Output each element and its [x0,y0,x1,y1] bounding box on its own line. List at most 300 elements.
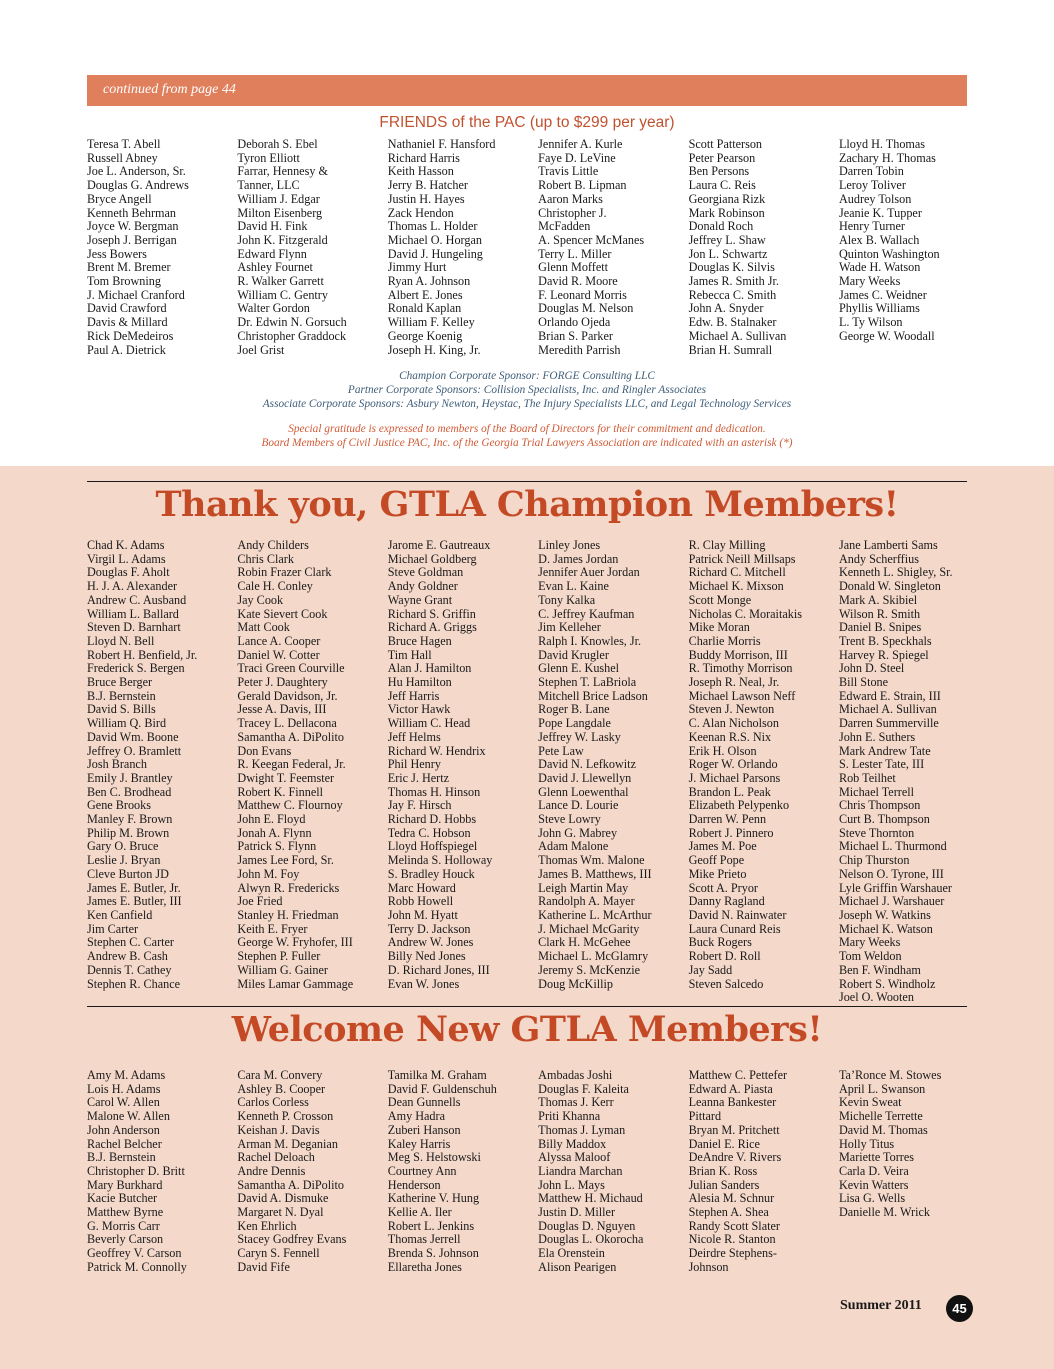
member-name: Mark Robinson [688,205,765,220]
name-column [689,1069,839,1275]
member-name: Andy Scherffius [838,551,919,566]
member-name: DeAndre V. Rivers [688,1150,782,1165]
member-name: Randy Scott Slater [688,1218,780,1233]
member-name: Stephen T. LaBriola [538,675,637,690]
member-name: Virgil L. Adams [87,551,166,566]
member-name: Douglas F. Kaleita [538,1081,629,1096]
member-name: William Q. Bird [87,716,167,731]
member-name: Alison Pearigen [538,1259,617,1274]
member-name: Jimmy Hurt [387,260,447,275]
member-name: R. Clay Milling [688,538,766,552]
name-column [839,1069,989,1275]
member-name: Chip Thurston [838,853,910,868]
champion-sponsor: Champion Corporate Sponsor: FORGE Consulting LLC [399,370,655,382]
member-name: S. Bradley Houck [387,866,475,881]
member-name: C. Alan Nicholson [688,716,779,731]
member-name: Harvey R. Spiegel [838,647,929,662]
member-name: John G. Mabrey [538,825,618,840]
member-name: Kevin Watters [838,1177,909,1192]
member-name: Douglas D. Nguyen [538,1218,636,1233]
member-name: Douglas L. Okorocha [538,1232,644,1247]
member-name: William F. Kelley [387,315,475,330]
member-name: James B. Matthews, III [538,866,652,881]
member-name: Stephen P. Fuller [237,949,321,964]
sponsors-block [87,369,967,411]
member-name: Michael A. Sullivan [838,702,937,717]
member-name: William J. Edgar [237,191,320,206]
member-name: Tedra C. Hobson [387,825,471,840]
member-name: Cale H. Conley [237,579,313,594]
member-name: Lance A. Cooper [237,633,321,648]
member-name: Leigh Martin May [538,880,629,895]
member-name: Deborah S. Ebel [237,137,318,151]
member-name: Walter Gordon [237,301,310,316]
member-name: Geoff Pope [688,853,745,868]
member-name: Darren Summerville [838,716,939,731]
member-name: Josh Branch [87,757,147,772]
member-name: Steven D. Barnhart [87,620,181,635]
member-name: Jim Kelleher [538,620,601,635]
member-name: Christopher Graddock [237,328,347,343]
member-name: Daniel W. Cotter [237,647,320,662]
member-name: Thomas L. Holder [387,219,478,234]
member-name: Leanna Bankester [688,1095,777,1110]
member-name: Priti Khanna [538,1109,601,1124]
member-name: Darren Tobin [838,164,904,179]
member-name: Alan J. Hamilton [387,661,472,676]
member-name: Tracey L. Dellacona [237,716,337,731]
member-name: Roger W. Orlando [688,757,778,772]
member-name: L. Ty Wilson [838,315,903,330]
member-name: Rob Teilhet [838,770,896,785]
member-name: Laura Cunard Reis [688,921,781,936]
page-number: 45 [946,1295,973,1322]
member-name: John E. Floyd [237,812,306,827]
member-name: Johnson [688,1259,729,1274]
member-name: Ralph I. Knowles, Jr. [538,633,642,648]
member-name: Matthew C. Flournoy [237,798,343,813]
welcome-title: Welcome New GTLA Members! [231,1009,823,1050]
member-name: Jeff Helms [387,729,441,744]
member-name: Scott A. Pryor [688,880,758,895]
member-name: Joe L. Anderson, Sr. [87,164,186,179]
member-name: Ashley Fournet [237,260,313,275]
member-name: Edward E. Strain, III [838,688,941,703]
continued-banner [87,75,967,106]
name-column [689,539,839,1005]
member-name: Nathaniel F. Hansford [387,137,496,151]
member-name: John A. Snyder [688,301,764,316]
member-name: Andrew W. Jones [387,935,474,950]
member-name: Alesia M. Schnur [688,1191,775,1206]
member-name: Milton Eisenberg [237,205,323,220]
member-name: Elizabeth Pelypenko [688,798,790,813]
member-name: R. Timothy Morrison [688,661,793,676]
member-name: Carol W. Allen [87,1095,160,1110]
member-name: Michael O. Horgan [387,232,482,247]
member-name: James E. Butler, III [87,894,182,909]
member-name: Andre Dennis [237,1163,306,1178]
member-name: A. Spencer McManes [538,232,645,247]
member-name: Danny Ragland [688,894,765,909]
member-name: S. Lester Tate, III [838,757,925,772]
member-name: Ashley B. Cooper [237,1081,326,1096]
member-name: Kenneth Behrman [87,205,177,220]
member-name: David N. Lefkowitz [538,757,636,772]
member-name: Frederick S. Bergen [87,661,185,676]
member-name: April L. Swanson [838,1081,926,1096]
member-name: Nelson O. Tyrone, III [838,866,944,881]
member-name: Gene Brooks [87,798,151,813]
member-name: Steve Thornton [838,825,915,840]
member-name: David Wm. Boone [87,729,179,744]
member-name: Phyllis Williams [838,301,920,316]
member-name: Georgiana Rizk [688,191,766,206]
member-name: Zuberi Hanson [387,1122,461,1137]
member-name: Katherine V. Hung [387,1191,480,1206]
member-name: James C. Weidner [838,287,927,302]
member-name: Steven J. Newton [688,702,775,717]
member-name: Dennis T. Cathey [87,962,172,977]
member-name: Ta’Ronce M. Stowes [838,1068,942,1082]
member-name: D. James Jordan [538,551,619,566]
member-name: Joseph H. King, Jr. [387,342,481,357]
member-name: David J. Hungeling [387,246,483,261]
member-name: Alyssa Maloof [538,1150,611,1165]
gratitude-line-2: Board Members of Civil Justice PAC, Inc. of the Georgia Trial Lawyers Association are indicated with an asterisk (*) [261,437,793,449]
member-name: Carla D. Veira [838,1163,909,1178]
member-name: Patrick M. Connolly [87,1259,187,1274]
member-name: David F. Guldenschuh [387,1081,497,1096]
member-name: Kenneth P. Crosson [237,1109,334,1124]
member-name: Hu Hamilton [387,675,452,690]
member-name: John K. Fitzgerald [237,232,328,247]
name-column [237,138,387,357]
name-column [538,1069,688,1275]
member-name: David R. Moore [538,274,618,289]
member-name: Tom Weldon [838,949,902,964]
name-column [87,539,237,1005]
member-name: Andy Childers [237,538,309,552]
member-name: J. Michael Cranford [87,287,185,302]
member-name: B.J. Bernstein [87,1150,156,1165]
member-name: Ken Ehrlich [237,1218,297,1233]
friends-title: FRIENDS of the PAC (up to $299 per year) [379,114,675,131]
member-name: Michael L. McGlamry [538,949,649,964]
member-name: B.J. Bernstein [87,688,156,703]
member-name: Eric J. Hertz [387,770,450,785]
member-name: Patrick Neill Millsaps [688,551,796,566]
member-name: Stacey Godfrey Evans [237,1232,347,1247]
member-name: Joel O. Wooten [838,990,914,1005]
member-name: Justin D. Miller [538,1205,616,1220]
member-name: Zachary H. Thomas [838,150,936,165]
member-name: Joel Grist [237,342,285,357]
member-name: Mike Moran [688,620,750,635]
member-name: Jeffrey W. Lasky [538,729,621,744]
member-name: C. Jeffrey Kaufman [538,606,635,621]
member-name: Mitchell Brice Ladson [538,688,648,703]
name-column [839,138,989,357]
member-name: Matthew H. Michaud [538,1191,643,1206]
member-name: Linley Jones [538,538,601,552]
member-name: Robert H. Benfield, Jr. [87,647,198,662]
divider-top [87,481,967,482]
member-name: Andrew C. Ausband [87,592,187,607]
member-name: Glenn Moffett [538,260,609,275]
member-name: Matthew C. Pettefer [688,1068,788,1082]
member-name: George W. Woodall [838,328,935,343]
member-name: D. Richard Jones, III [387,962,490,977]
member-name: Mary Weeks [838,274,901,289]
member-name: Joyce W. Bergman [87,219,179,234]
member-name: Bryce Angell [87,191,152,206]
member-name: Meredith Parrish [538,342,621,357]
member-name: Brent M. Bremer [87,260,171,275]
member-name: Robert K. Finnell [237,784,324,799]
member-name: Daniel B. Snipes [838,620,922,635]
member-name: Brian K. Ross [688,1163,758,1178]
member-name: Samantha A. DiPolito [237,1177,345,1192]
member-name: Jay F. Hirsch [387,798,452,813]
member-name: Stephen A. Shea [688,1205,769,1220]
member-name: David A. Dismuke [237,1191,329,1206]
member-name: Gary O. Bruce [87,839,159,854]
member-name: Holly Titus [838,1136,895,1151]
welcome-members-list [87,1069,989,1275]
member-name: Peter J. Daughtery [237,675,328,690]
member-name: Caryn S. Fennell [237,1246,320,1261]
member-name: Lloyd H. Thomas [838,137,926,151]
member-name: David J. Llewellyn [538,770,632,785]
member-name: Geoffrey V. Carson [87,1246,182,1261]
member-name: Bill Stone [838,675,889,690]
member-name: Richard A. Griggs [387,620,477,635]
member-name: McFadden [538,219,591,234]
member-name: James M. Poe [688,839,757,854]
member-name: Peter Pearson [688,150,756,165]
member-name: Tyron Elliott [237,150,300,165]
champion-members-list [87,539,989,1005]
associate-sponsors: Associate Corporate Sponsors: Asbury Newton, Heystac, The Injury Specialists LLC, and Legal Technology Services [262,398,792,410]
member-name: Mike Prieto [688,866,747,881]
member-name: Joseph R. Neal, Jr. [688,675,780,690]
member-name: Nicole R. Stanton [688,1232,776,1247]
member-name: Rick DeMedeiros [87,328,174,343]
member-name: Keith E. Fryer [237,921,308,936]
member-name: Glenn E. Kushel [538,661,620,676]
member-name: Tony Kalka [538,592,596,607]
member-name: Clark H. McGehee [538,935,631,950]
member-name: Michael Goldberg [387,551,477,566]
member-name: Cleve Burton JD [87,866,169,881]
member-name: Jeanie K. Tupper [838,205,922,220]
member-name: Chris Clark [237,551,294,566]
member-name: John L. Mays [538,1177,605,1192]
member-name: Joe Fried [237,894,283,909]
name-column [237,1069,387,1275]
name-column [388,138,538,357]
member-name: Leroy Toliver [838,178,906,193]
member-name: Wilson R. Smith [838,606,921,621]
member-name: Samantha A. DiPolito [237,729,345,744]
member-name: Keenan R.S. Nix [688,729,772,744]
member-name: Jonah A. Flynn [237,825,312,840]
member-name: Ken Canfield [87,907,153,922]
member-name: Lyle Griffin Warshauer [838,880,952,895]
member-name: Billy Ned Jones [387,949,466,964]
member-name: Bryan M. Pritchett [688,1122,780,1137]
member-name: Thomas H. Hinson [387,784,481,799]
member-name: R. Keegan Federal, Jr. [237,757,346,772]
member-name: Edw. B. Stalnaker [688,315,777,330]
member-name: Charlie Morris [688,633,761,648]
member-name: Russell Abney [87,150,158,165]
member-name: Ambadas Joshi [538,1068,613,1082]
member-name: William C. Head [387,716,471,731]
member-name: Michael Lawson Neff [688,688,796,703]
member-name: Lisa G. Wells [838,1191,906,1206]
member-name: Curt B. Thompson [838,812,930,827]
member-name: Mariette Torres [838,1150,915,1165]
member-name: Marc Howard [387,880,456,895]
member-name: John M. Foy [237,866,300,881]
member-name: Thomas Jerrell [387,1232,461,1247]
member-name: Justin H. Hayes [387,191,465,206]
member-name: Ela Orenstein [538,1246,605,1261]
member-name: J. Michael McGarity [538,921,640,936]
member-name: David Crawford [87,301,167,316]
member-name: James R. Smith Jr. [688,274,779,289]
member-name: H. J. A. Alexander [87,579,178,594]
member-name: Ben C. Brodhead [87,784,172,799]
member-name: Edward Flynn [237,246,307,261]
member-name: Meg S. Helstowski [387,1150,481,1165]
member-name: Tamilka M. Graham [387,1068,487,1082]
member-name: Glenn Loewenthal [538,784,629,799]
member-name: Chad K. Adams [87,538,165,552]
member-name: David S. Bills [87,702,156,717]
member-name: Kaley Harris [387,1136,451,1151]
member-name: Lloyd N. Bell [87,633,155,648]
member-name: John E. Suthers [838,729,916,744]
member-name: James Lee Ford, Sr. [237,853,334,868]
member-name: Deirdre Stephens- [688,1246,777,1261]
member-name: Robert D. Roll [688,949,761,964]
member-name: Jennifer Auer Jordan [538,565,640,580]
member-name: Jarome E. Gautreaux [387,538,491,552]
member-name: Kacie Butcher [87,1191,158,1206]
member-name: Mark Andrew Tate [838,743,931,758]
member-name: Trent B. Speckhals [838,633,932,648]
member-name: Thomas J. Lyman [538,1122,626,1137]
member-name: Quinton Washington [838,246,940,261]
member-name: John Anderson [87,1122,160,1137]
member-name: Dr. Edwin N. Gorsuch [237,315,347,330]
member-name: Margaret N. Dyal [237,1205,324,1220]
member-name: Philip M. Brown [87,825,170,840]
name-column [388,539,538,1005]
member-name: Michael L. Thurmond [838,839,947,854]
member-name: Brandon L. Peak [688,784,771,799]
member-name: Bruce Hagen [387,633,452,648]
member-name: Stephen C. Carter [87,935,174,950]
member-name: Michael A. Sullivan [688,328,787,343]
member-name: Carlos Corless [237,1095,309,1110]
member-name: F. Leonard Morris [538,287,627,302]
member-name: David M. Thomas [838,1122,928,1137]
member-name: Thomas Wm. Malone [538,853,645,868]
member-name: James E. Butler, Jr. [87,880,181,895]
member-name: Mary Weeks [838,935,901,950]
member-name: Jerry B. Hatcher [387,178,468,193]
member-name: Henry Turner [838,219,905,234]
member-name: Nicholas C. Moraitakis [688,606,802,621]
member-name: Cara M. Convery [237,1068,323,1082]
member-name: Gerald Davidson, Jr. [237,688,338,703]
member-name: Jim Carter [87,921,139,936]
member-name: Jess Bowers [87,246,147,261]
member-name: Malone W. Allen [87,1109,170,1124]
member-name: Richard Harris [387,150,460,165]
member-name: G. Morris Carr [87,1218,160,1233]
member-name: Pete Law [538,743,584,758]
champion-title: Thank you, GTLA Champion Members! [155,484,899,525]
member-name: Bruce Berger [87,675,153,690]
member-name: David N. Rainwater [688,907,787,922]
member-name: Steve Lowry [538,812,601,827]
name-column [87,138,237,357]
member-name: Robert S. Windholz [838,976,936,991]
name-column [538,539,688,1005]
member-name: Keith Hasson [387,164,454,179]
continued-text: continued from page 44 [103,82,236,97]
member-name: Zack Hendon [387,205,454,220]
member-name: Wayne Grant [387,592,453,607]
member-name: Manley F. Brown [87,812,173,827]
member-name: George Koenig [387,328,463,343]
member-name: Jay Cook [237,592,284,607]
member-name: Donald W. Singleton [838,579,941,594]
member-name: Phil Henry [387,757,441,772]
member-name: Tim Hall [387,647,432,662]
member-name: Katherine L. McArthur [538,907,652,922]
member-name: Edward A. Piasta [688,1081,773,1096]
member-name: Henderson [387,1177,441,1192]
member-name: Jon L. Schwartz [688,246,768,261]
member-name: Paul A. Dietrick [87,342,166,357]
member-name: Traci Green Courville [237,661,345,676]
member-name: Melinda S. Holloway [387,853,493,868]
member-name: Richard C. Mitchell [688,565,786,580]
name-column [237,539,387,1005]
member-name: Orlando Ojeda [538,315,611,330]
member-name: Michael K. Mixson [688,579,784,594]
member-name: Jeremy S. McKenzie [538,962,641,977]
member-name: Audrey Tolson [838,191,912,206]
member-name: Alwyn R. Fredericks [237,880,340,895]
member-name: John D. Steel [838,661,905,676]
member-name: Miles Lamar Gammage [237,976,354,991]
member-name: Doug McKillip [538,976,613,991]
member-name: Victor Hawk [387,702,451,717]
member-name: Amy Hadra [387,1109,445,1124]
member-name: Darren W. Penn [688,812,767,827]
member-name: William G. Gainer [237,962,328,977]
member-name: Lloyd Hoffspiegel [387,839,478,854]
member-name: Lois H. Adams [87,1081,161,1096]
member-name: Robert B. Lipman [538,178,627,193]
